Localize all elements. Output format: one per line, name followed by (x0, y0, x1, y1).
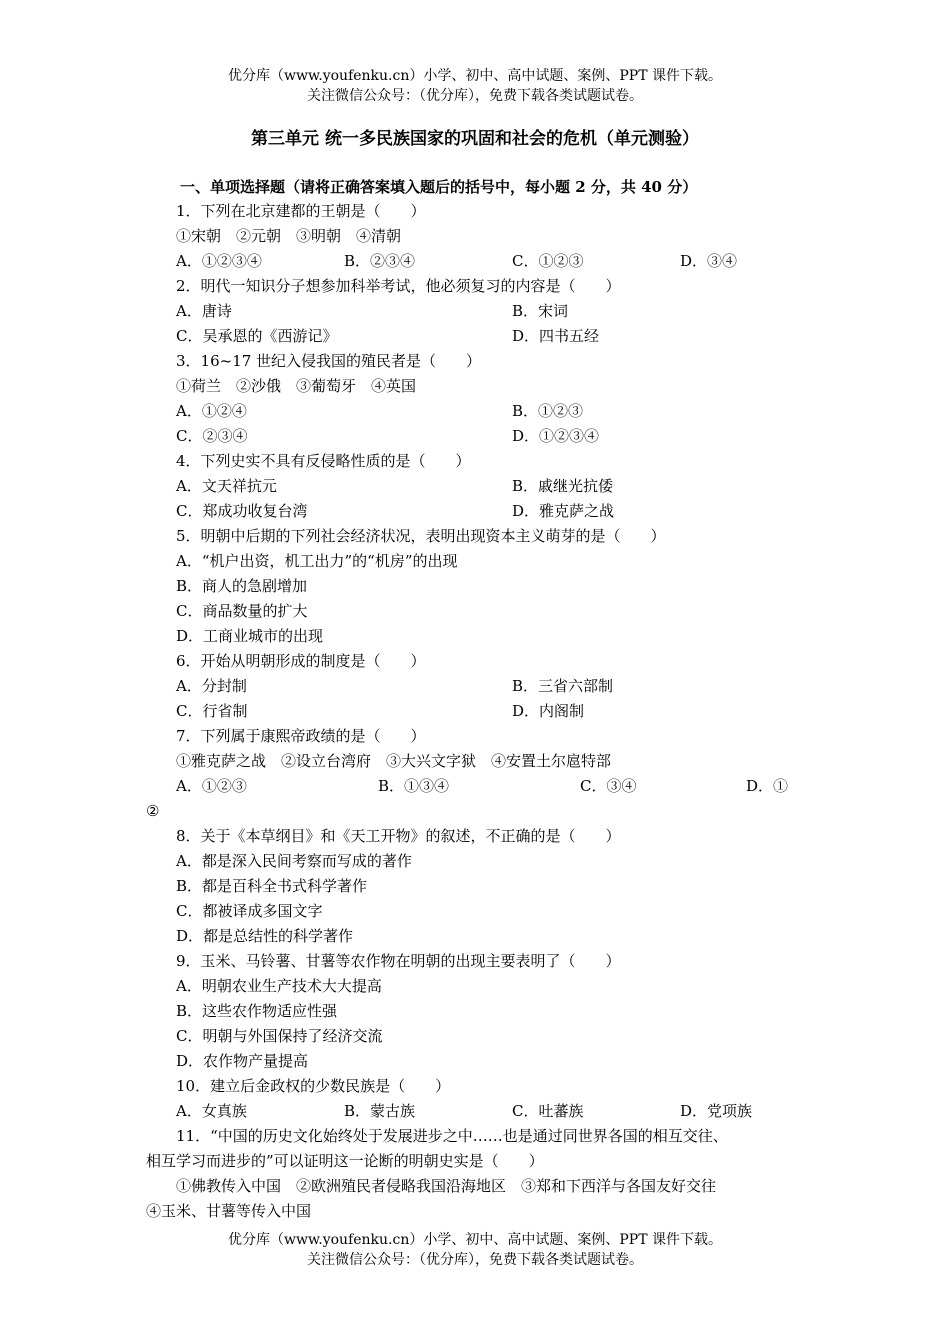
q9-option-a: A．明朝农业生产技术大大提高 (176, 977, 382, 995)
q6-option-d: D．内阁制 (512, 702, 585, 720)
q7-items: ①雅克萨之战 ②设立台湾府 ③大兴文字狱 ④安置土尔扈特部 (176, 752, 612, 770)
question-list (0, 199, 950, 1224)
q7-option-d: D．① (746, 777, 789, 795)
q6-options-row1 (0, 674, 950, 699)
q1-items: ①宋朝 ②元朝 ③明朝 ④清朝 (176, 227, 402, 245)
q1-option-a: A．①②③④ (176, 252, 262, 270)
q10-option-c: C．吐蕃族 (512, 1102, 584, 1120)
q7-options (0, 774, 950, 799)
site-header-line2: 关注微信公众号：（优分库），免费下载各类试题试卷。 (307, 88, 643, 104)
q5-stem: 5．明朝中后期的下列社会经济状况，表明出现资本主义萌芽的是（ ） (176, 527, 666, 545)
q1-option-c: C．①②③ (512, 252, 584, 270)
q1-option-b: B．②③④ (344, 252, 416, 270)
q7-option-b: B．①③④ (378, 777, 450, 795)
q6-stem: 6．开始从明朝形成的制度是（ ） (176, 652, 426, 670)
q4-options-row1 (0, 474, 950, 499)
q2-option-b: B．宋词 (512, 302, 569, 320)
q4-stem: 4．下列史实不具有反侵略性质的是（ ） (176, 452, 471, 470)
q3-items: ①荷兰 ②沙俄 ③葡萄牙 ④英国 (176, 377, 417, 395)
site-header-line1: 优分库（www.youfenku.cn）小学、初中、高中试题、案例、PPT 课件下载。 (227, 68, 722, 84)
q10-option-a: A．女真族 (176, 1102, 247, 1120)
q4-option-d: D．雅克萨之战 (512, 502, 615, 520)
site-footer-line1: 优分库（www.youfenku.cn）小学、初中、高中试题、案例、PPT 课件下载。 (227, 1232, 722, 1248)
q6-option-a: A．分封制 (176, 677, 247, 695)
q9-option-c: C．明朝与外国保持了经济交流 (176, 1027, 383, 1045)
q7-option-a: A．①②③ (176, 777, 247, 795)
q9-stem: 9．玉米、马铃薯、甘薯等农作物在明朝的出现主要表明了（ ） (176, 952, 621, 970)
q8-option-b: B．都是百科全书式科学著作 (176, 877, 368, 895)
q8-option-c: C．都被译成多国文字 (176, 902, 323, 920)
q8-option-a: A．都是深入民间考察而写成的著作 (176, 852, 412, 870)
q9-option-b: B．这些农作物适应性强 (176, 1002, 338, 1020)
q5-option-c: C．商品数量的扩大 (176, 602, 308, 620)
site-footer (0, 1230, 950, 1270)
section-heading: 一、单项选择题（请将正确答案填入题后的括号中，每小题 2 分，共 40 分） (180, 178, 698, 196)
q11-items-line2: ④玉米、甘薯等传入中国 (146, 1202, 312, 1220)
q11-stem-line1: 11．“中国的历史文化始终处于发展进步之中……也是通过同世界各国的相互交往、 (176, 1127, 728, 1145)
q11-items-line1: ①佛教传入中国 ②欧洲殖民者侵略我国沿海地区 ③郑和下西洋与各国友好交往 (176, 1177, 717, 1195)
q6-option-c: C．行省制 (176, 702, 248, 720)
q2-option-c: C．吴承恩的《西游记》 (176, 327, 338, 345)
q10-option-d: D．党项族 (680, 1102, 753, 1120)
q10-option-b: B．蒙古族 (344, 1102, 416, 1120)
q7-option-c: C．③④ (580, 777, 637, 795)
q3-options-row2 (0, 424, 950, 449)
q7-stem: 7．下列属于康熙帝政绩的是（ ） (176, 727, 426, 745)
q3-option-a: A．①②④ (176, 402, 247, 420)
q3-stem: 3．16~17 世纪入侵我国的殖民者是（ ） (176, 352, 482, 370)
q3-option-b: B．①②③ (512, 402, 584, 420)
q4-option-a: A．文天祥抗元 (176, 477, 277, 495)
q1-options (0, 249, 950, 274)
q5-option-b: B．商人的急剧增加 (176, 577, 308, 595)
q2-options-row2 (0, 324, 950, 349)
q5-option-a: A．“机户出资，机工出力”的“机房”的出现 (176, 552, 458, 570)
page-title: 第三单元 统一多民族国家的巩固和社会的危机（单元测验） (251, 129, 699, 149)
q9-option-d: D．农作物产量提高 (176, 1052, 309, 1070)
q2-option-d: D．四书五经 (512, 327, 600, 345)
q6-option-b: B．三省六部制 (512, 677, 614, 695)
q11-stem-line2: 相互学习而进步的”可以证明这一论断的明朝史实是（ ） (146, 1152, 544, 1170)
q3-option-c: C．②③④ (176, 427, 248, 445)
site-footer-line2: 关注微信公众号：（优分库），免费下载各类试题试卷。 (307, 1252, 643, 1268)
q2-options-row1 (0, 299, 950, 324)
site-header (0, 66, 950, 106)
q1-option-d: D．③④ (680, 252, 738, 270)
q4-options-row2 (0, 499, 950, 524)
q10-stem: 10．建立后金政权的少数民族是（ ） (176, 1077, 451, 1095)
q4-option-b: B．戚继光抗倭 (512, 477, 614, 495)
q3-options-row1 (0, 399, 950, 424)
q2-option-a: A．唐诗 (176, 302, 232, 320)
q8-stem: 8．关于《本草纲目》和《天工开物》的叙述，不正确的是（ ） (176, 827, 621, 845)
q5-option-d: D．工商业城市的出现 (176, 627, 324, 645)
q4-option-c: C．郑成功收复台湾 (176, 502, 308, 520)
q2-stem: 2．明代一知识分子想参加科举考试，他必须复习的内容是（ ） (176, 277, 621, 295)
q8-option-d: D．都是总结性的科学著作 (176, 927, 354, 945)
q1-stem: 1．下列在北京建都的王朝是（ ） (176, 202, 426, 220)
q3-option-d: D．①②③④ (512, 427, 600, 445)
q7-option-d-wrap: ② (146, 802, 160, 820)
q10-options (0, 1099, 950, 1124)
q6-options-row2 (0, 699, 950, 724)
